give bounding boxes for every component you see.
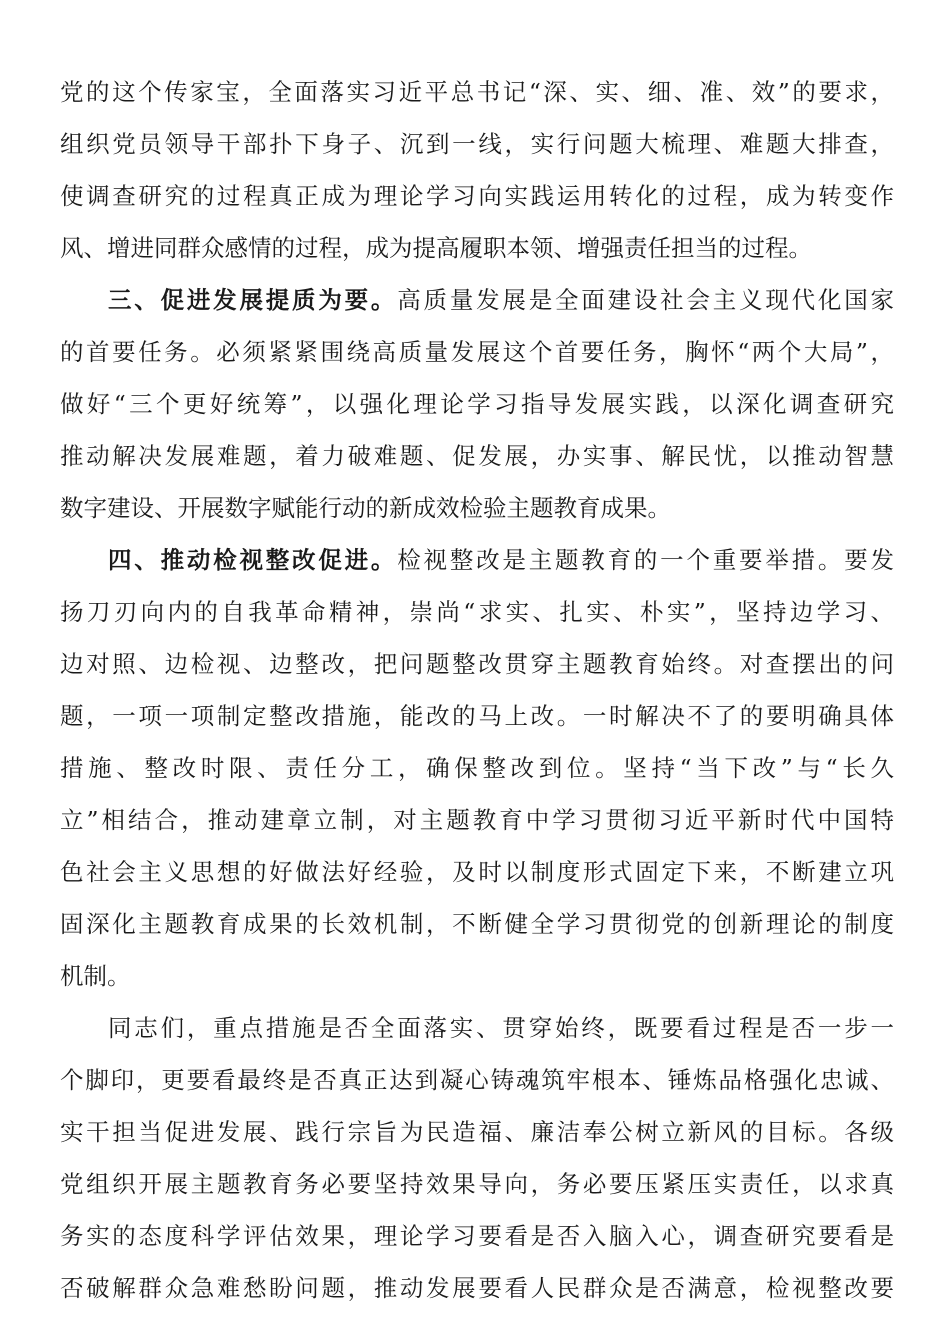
text-line: 扬刀刃向内的自我革命精神，崇尚“求实、扎实、朴实”，坚持边学习、 xyxy=(60,598,894,626)
section-three-heading: 三、促进发展提质为要。 xyxy=(108,286,398,314)
closing-paragraph xyxy=(60,1002,894,1314)
text-line: 个脚印，更要看最终是否真正达到凝心铸魂筑牢根本、锤炼品格强化忠诚、 xyxy=(60,1066,894,1094)
text-line: 题，一项一项制定整改措施，能改的马上改。一时解决不了的要明确具体 xyxy=(60,702,894,730)
text-line: 立”相结合，推动建章立制，对主题教育中学习贯彻习近平新时代中国特 xyxy=(60,806,894,834)
text-line: 使调查研究的过程真正成为理论学习向实践运用转化的过程，成为转变作 xyxy=(60,182,894,210)
section-four-first-line xyxy=(60,534,894,586)
paragraph-continued xyxy=(60,66,894,274)
section-four-heading: 四、推动检视整改促进。 xyxy=(108,546,398,574)
text-line: 数字建设、开展数字赋能行动的新成效检验主题教育成果。 xyxy=(60,494,671,522)
text-line: 的首要任务。必须紧紧围绕高质量发展这个首要任务，胸怀“两个大局”， xyxy=(60,338,894,366)
text-line: 边对照、边检视、边整改，把问题整改贯穿主题教育始终。对查摆出的问 xyxy=(60,650,894,678)
text-line: 同志们，重点措施是否全面落实、贯穿始终，既要看过程是否一步一 xyxy=(108,1014,894,1042)
text-line: 实干担当促进发展、践行宗旨为民造福、廉洁奉公树立新风的目标。各级 xyxy=(60,1118,894,1146)
document-body xyxy=(60,66,894,1314)
text-line: 机制。 xyxy=(60,962,131,990)
section-three xyxy=(60,274,894,534)
text-line: 否破解群众急难愁盼问题，推动发展要看人民群众是否满意，检视整改要 xyxy=(60,1274,894,1302)
section-three-first-line xyxy=(60,274,894,326)
text-line: 党组织开展主题教育务必要坚持效果导向，务必要压紧压实责任，以求真 xyxy=(60,1170,894,1198)
section-three-first-line-text: 高质量发展是全面建设社会主义现代化国家 xyxy=(397,286,894,314)
section-four-first-line-text: 检视整改是主题教育的一个重要举措。要发 xyxy=(397,546,894,574)
text-line: 做好“三个更好统筹”，以强化理论学习指导发展实践，以深化调查研究 xyxy=(60,390,894,418)
text-line: 风、增进同群众感情的过程，成为提高履职本领、增强责任担当的过程。 xyxy=(60,234,812,262)
section-four xyxy=(60,534,894,1002)
text-line: 固深化主题教育成果的长效机制，不断健全学习贯彻党的创新理论的制度 xyxy=(60,910,894,938)
text-line: 组织党员领导干部扑下身子、沉到一线，实行问题大梳理、难题大排查， xyxy=(60,130,894,158)
text-line: 党的这个传家宝，全面落实习近平总书记“深、实、细、准、效”的要求， xyxy=(60,78,894,106)
text-line: 务实的态度科学评估效果，理论学习要看是否入脑入心，调查研究要看是 xyxy=(60,1222,894,1250)
text-line: 推动解决发展难题，着力破难题、促发展，办实事、解民忧，以推动智慧 xyxy=(60,442,894,470)
text-line: 色社会主义思想的好做法好经验，及时以制度形式固定下来，不断建立巩 xyxy=(60,858,894,886)
text-line: 措施、整改时限、责任分工，确保整改到位。坚持“当下改”与“长久 xyxy=(60,754,894,782)
